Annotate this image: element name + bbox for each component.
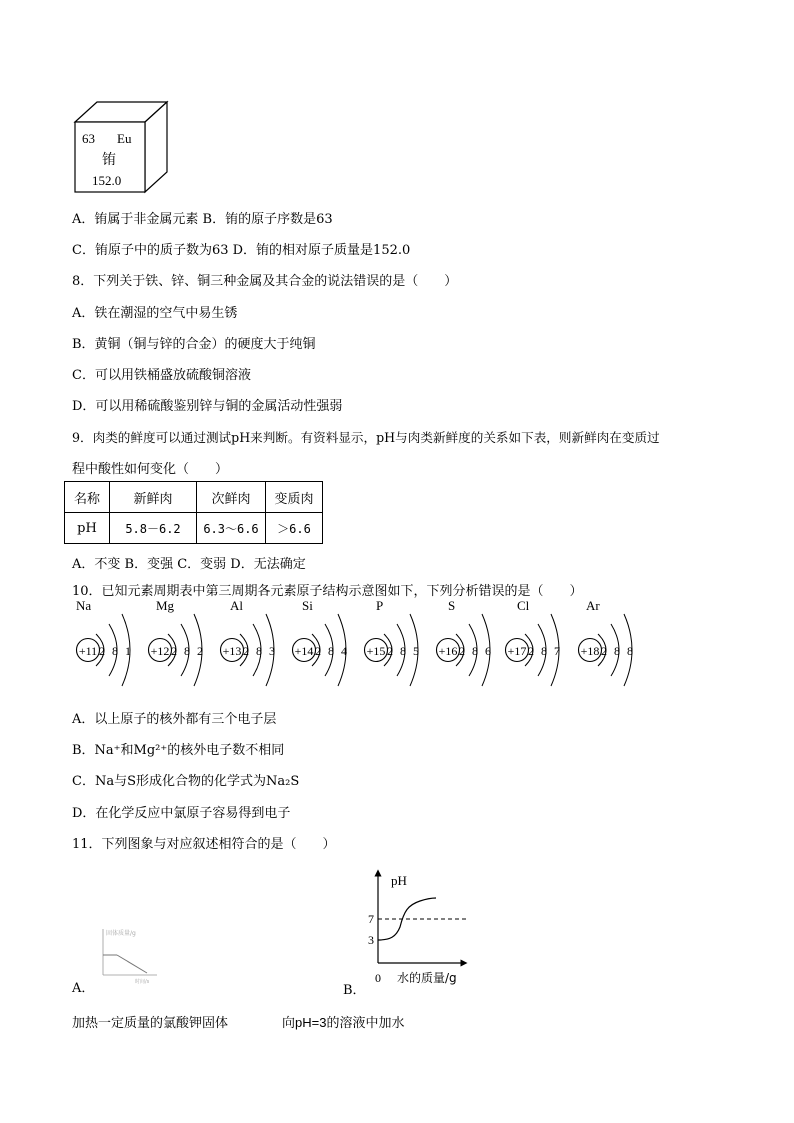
- table-header-row: [65, 482, 323, 513]
- graph-a-ylabel: 固体质量/g: [106, 930, 136, 937]
- q7-options-line2: C．铕原子中的质子数为63 D．铕的相对原子质量是152.0: [72, 243, 411, 258]
- graph-b-ylabel: pH: [391, 873, 407, 888]
- graph-b-tick-3: 3: [368, 933, 374, 947]
- nucleus-charge: +11: [78, 644, 98, 658]
- atom-symbol-label: S: [448, 598, 456, 613]
- shell-electron-count: 6: [485, 644, 491, 658]
- element-mass: 152.0: [92, 173, 122, 188]
- shell-electron-count: 8: [614, 644, 620, 658]
- atom-symbol-label: Na: [76, 598, 92, 613]
- atom-symbol-label: Cl: [517, 598, 530, 613]
- q8-option-b: B．黄铜（铜与锌的合金）的硬度大于纯铜: [72, 337, 316, 352]
- q8-option-d: D．可以用稀硫酸鉴别锌与铜的金属活动性强弱: [72, 399, 343, 414]
- element-card: [72, 100, 172, 196]
- nucleus-charge: +13: [222, 644, 242, 658]
- ph-freshness-table: [64, 481, 323, 544]
- atom-diagram: [503, 610, 575, 692]
- shell-electron-count: 2: [528, 644, 534, 658]
- q9-options: A．不变 B．变强 C．变弱 D．无法确定: [72, 557, 306, 572]
- atom-diagram: [218, 610, 290, 692]
- q7-options-line1: A．铕属于非金属元素 B．铕的原子序数是63: [72, 212, 333, 227]
- element-symbol: Eu: [117, 131, 132, 146]
- graph-b: [360, 865, 480, 990]
- q11-caption-b: 向pH=3的溶液中加水: [282, 1015, 405, 1030]
- shell-electron-count: 8: [256, 644, 262, 658]
- q10-option-b: B．Na⁺和Mg²⁺的核外电子数不相同: [72, 743, 285, 758]
- atom-diagram: [74, 610, 146, 692]
- shell-electron-count: 8: [184, 644, 190, 658]
- table-header-cell: 变质肉: [266, 482, 323, 513]
- graph-b-xlabel: 水的质量/g: [397, 971, 457, 985]
- q8-option-c: C．可以用铁桶盛放硫酸铜溶液: [72, 368, 251, 383]
- table-cell: 6.3～6.6: [197, 513, 266, 544]
- shell-electron-count: 2: [197, 644, 203, 658]
- nucleus-charge: +16: [438, 644, 458, 658]
- table-cell: pH: [65, 513, 110, 544]
- nucleus-charge: +14: [294, 644, 314, 658]
- nucleus-charge: +15: [366, 644, 386, 658]
- shell-electron-count: 3: [269, 644, 275, 658]
- atom-diagram: [362, 610, 434, 692]
- shell-electron-count: 2: [387, 644, 393, 658]
- atom-diagram: [290, 610, 362, 692]
- q9-stem-line2: 程中酸性如何变化（ ）: [72, 462, 229, 477]
- element-name: 铕: [102, 152, 116, 168]
- q11-caption-a: 加热一定质量的氯酸钾固体: [72, 1015, 229, 1030]
- nucleus-charge: +17: [507, 644, 527, 658]
- graph-a-xlabel: 时间/s: [135, 979, 150, 985]
- q8-stem: 8．下列关于铁、锌、铜三种金属及其合金的说法错误的是（ ）: [72, 274, 458, 289]
- q8-option-a: A．铁在潮湿的空气中易生锈: [72, 306, 238, 321]
- shell-electron-count: 2: [601, 644, 607, 658]
- shell-electron-count: 7: [554, 644, 560, 658]
- graph-a-curve-decline: [117, 955, 147, 973]
- table-row: [65, 513, 323, 544]
- table-cell: 5.8－6.2: [110, 513, 197, 544]
- table-header-cell: 名称: [65, 482, 110, 513]
- shell-electron-count: 8: [541, 644, 547, 658]
- shell-electron-count: 1: [125, 644, 131, 658]
- table-header-cell: 新鲜肉: [110, 482, 197, 513]
- shell-electron-count: 2: [243, 644, 249, 658]
- nucleus-charge: +12: [150, 644, 170, 658]
- graph-b-origin: 0: [375, 971, 381, 985]
- shell-electron-count: 8: [627, 644, 633, 658]
- table-header-cell: 次鲜肉: [197, 482, 266, 513]
- shell-electron-count: 8: [328, 644, 334, 658]
- atom-diagram: [146, 610, 218, 692]
- q10-option-c: C．Na与S形成化合物的化学式为Na₂S: [72, 774, 300, 789]
- shell-electron-count: 8: [112, 644, 118, 658]
- shell-electron-count: 8: [472, 644, 478, 658]
- shell-electron-count: 2: [171, 644, 177, 658]
- table-cell: ＞6.6: [266, 513, 323, 544]
- shell-electron-count: 2: [315, 644, 321, 658]
- atom-symbol-label: P: [376, 598, 384, 613]
- q10-option-a: A．以上原子的核外都有三个电子层: [72, 712, 277, 727]
- q11-option-b-label: B．: [343, 983, 366, 998]
- q10-stem: 10．已知元素周期表中第三周期各元素原子结构示意图如下，下列分析错误的是（ ）: [72, 584, 583, 599]
- atom-symbol-label: Ar: [586, 598, 600, 613]
- atom-diagram: [434, 610, 506, 692]
- atom-symbol-label: Si: [302, 598, 313, 613]
- q9-stem-line1: 9．肉类的鲜度可以通过测试pH来判断。有资料显示，pH与肉类新鲜度的关系如下表，则新鲜肉在变质过: [72, 430, 660, 445]
- element-number: 63: [82, 131, 95, 146]
- atom-symbol-label: Mg: [156, 598, 175, 613]
- nucleus-charge: +18: [580, 644, 600, 658]
- q11-option-a-label: A．: [72, 981, 95, 996]
- shell-electron-count: 5: [413, 644, 419, 658]
- q10-option-d: D．在化学反应中氯原子容易得到电子: [72, 806, 291, 821]
- shell-electron-count: 2: [459, 644, 465, 658]
- shell-electron-count: 2: [99, 644, 105, 658]
- shell-electron-count: 8: [400, 644, 406, 658]
- graph-b-tick-7: 7: [368, 912, 374, 926]
- atom-symbol-label: Al: [230, 598, 243, 613]
- shell-electron-count: 4: [341, 644, 347, 658]
- graph-a: [95, 925, 165, 985]
- q11-stem: 11．下列图象与对应叙述相符合的是（ ）: [72, 837, 336, 852]
- atom-diagram: [576, 610, 648, 692]
